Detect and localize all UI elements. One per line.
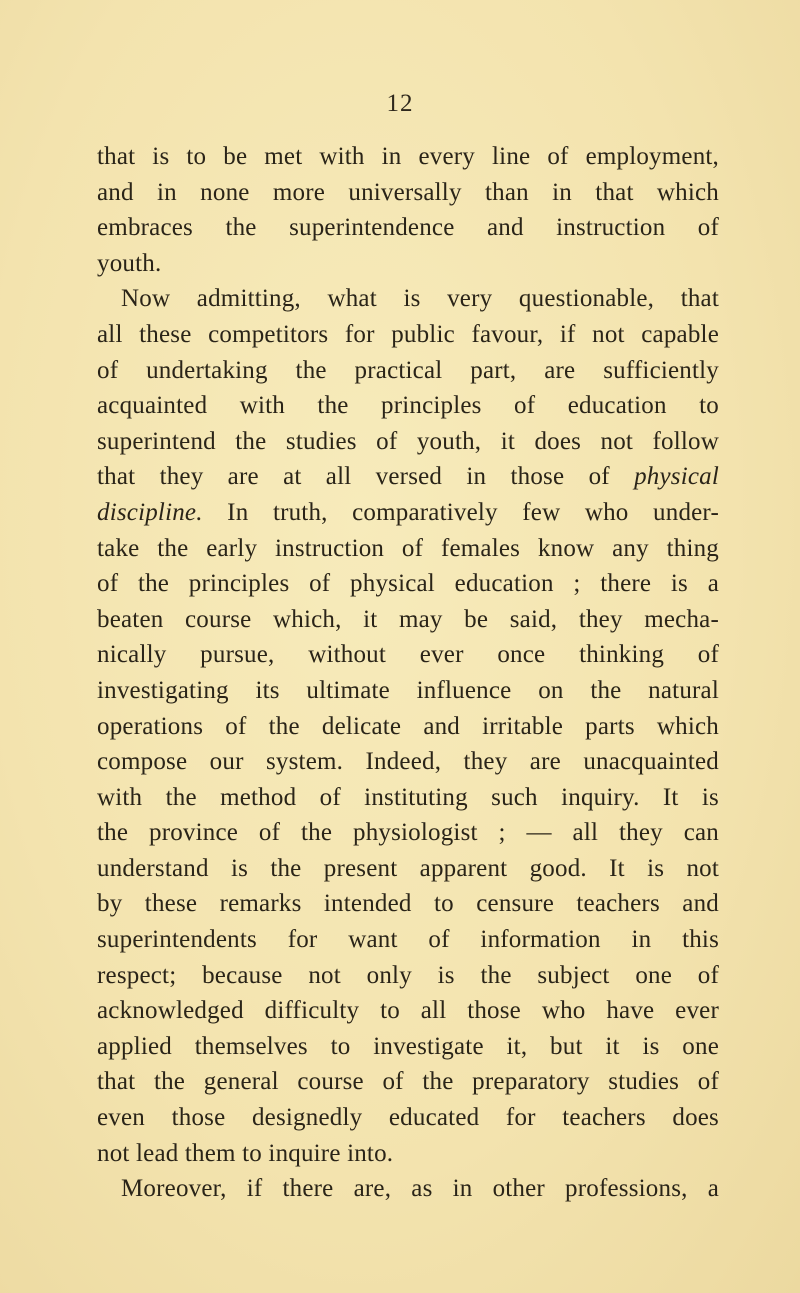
line-text: the province of the physiologist ; — all they can (97, 819, 719, 847)
line-text: operations of the delicate and irritable parts which (97, 712, 719, 740)
text-line (97, 317, 719, 353)
line-text: In truth, comparatively few who under- (202, 498, 719, 526)
line-text: Moreover, if there are, as in other professions, a (121, 1175, 719, 1203)
line-text: that the general course of the preparatory studies of (97, 1068, 719, 1096)
line-text: youth. (97, 249, 162, 277)
text-line (97, 673, 719, 709)
text-line (97, 139, 719, 175)
text-line (97, 459, 719, 495)
text-line (97, 281, 719, 317)
text-line (97, 495, 719, 531)
line-text: embraces the superintendence and instruction of (97, 214, 719, 242)
line-text: acknowledged difficulty to all those who have ever (97, 997, 719, 1025)
text-line (97, 1100, 719, 1136)
line-text: superintend the studies of youth, it does not follow (97, 427, 719, 455)
line-text: with the method of instituting such inquiry. It is (97, 783, 719, 811)
line-text: applied themselves to investigate it, but it is one (97, 1032, 719, 1060)
text-line (97, 424, 719, 460)
line-text: and in none more universally than in that which (97, 178, 719, 206)
text-line (97, 637, 719, 673)
line-text: of the principles of physical education ; there is a (97, 570, 719, 598)
italic-text: discipline. (97, 498, 203, 526)
text-line (97, 1171, 719, 1207)
line-text: of undertaking the practical part, are sufficiently (97, 356, 719, 384)
line-text: beaten course which, it may be said, they mecha- (97, 605, 719, 633)
text-line (97, 851, 719, 887)
line-text: compose our system. Indeed, they are unacquainted (97, 748, 719, 776)
text-line (97, 815, 719, 851)
line-text: not lead them to inquire into. (97, 1139, 394, 1167)
text-line (97, 780, 719, 816)
line-text: respect; because not only is the subject one of (97, 961, 719, 989)
text-line (97, 175, 719, 211)
page-number: 12 (386, 90, 414, 117)
line-text: Now admitting, what is very questionable, that (121, 285, 719, 313)
body-text (97, 139, 719, 1207)
text-line (97, 602, 719, 638)
text-line (97, 566, 719, 602)
text-line (97, 922, 719, 958)
line-text: superintendents for want of information in this (97, 926, 719, 954)
line-text: all these competitors for public favour, if not capable (97, 320, 719, 348)
line-text: by these remarks intended to censure teachers and (97, 890, 719, 918)
text-line (97, 210, 719, 246)
text-line (97, 709, 719, 745)
text-line (97, 744, 719, 780)
text-line (97, 958, 719, 994)
text-line (97, 531, 719, 567)
text-line (97, 1064, 719, 1100)
line-text: even those designedly educated for teachers does (97, 1104, 719, 1132)
text-line (97, 886, 719, 922)
line-text: acquainted with the principles of education to (97, 392, 719, 420)
text-line (97, 1136, 719, 1172)
line-text: that is to be met with in every line of employment, (97, 143, 719, 170)
text-line (97, 388, 719, 424)
line-text: that they are at all versed in those of (97, 463, 610, 491)
text-line (97, 993, 719, 1029)
italic-text: physical (634, 463, 719, 491)
text-line (97, 246, 719, 282)
line-text: nically pursue, without ever once thinking of (97, 641, 719, 669)
line-text: understand is the present apparent good. It is not (97, 854, 719, 882)
line-text: take the early instruction of females know any thing (97, 534, 719, 562)
line-text: investigating its ultimate influence on the natural (97, 676, 719, 704)
text-line (97, 353, 719, 389)
text-line (97, 1029, 719, 1065)
